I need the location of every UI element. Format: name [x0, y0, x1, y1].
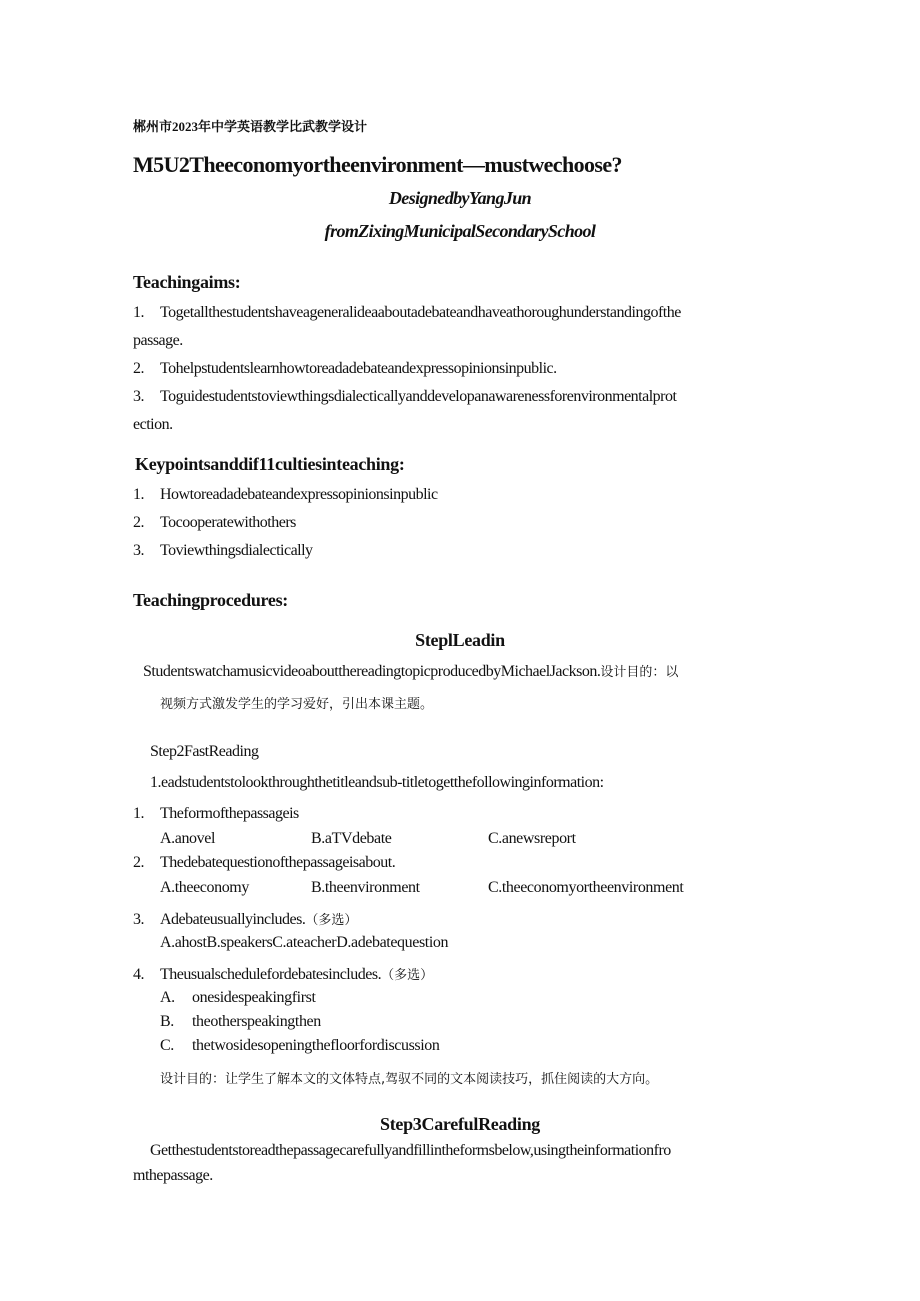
aim-text: Togetallthestudentshaveageneralideaaboutadebateandhaveathoroughunderstandingofthe [160, 304, 681, 321]
key-point-text: Tocooperatewithothers [160, 514, 296, 531]
q2-option-c: C.theeconomyortheenvironment [488, 879, 684, 896]
teaching-aims-heading: Teachingaims: [133, 272, 241, 292]
multiple-choice-tag: （多选） [381, 968, 434, 983]
q2-option-a: A.theeconomy [160, 879, 249, 896]
teaching-procedures-heading: Teachingprocedures: [133, 590, 288, 610]
key-point-text: Toviewthingsdialectically [160, 542, 313, 559]
aim-number: 3. [133, 388, 144, 405]
school-line: fromZixingMunicipalSecondarySchool [324, 221, 596, 241]
question-text: Theformofthepassageis [160, 805, 299, 822]
aim-number: 2. [133, 360, 144, 377]
multiple-choice-tag: （多选） [305, 913, 358, 928]
step3-title: Step3CarefulReading [380, 1114, 540, 1134]
document-header: 郴州市2023年中学英语教学比武教学设计 [133, 119, 368, 134]
question-4 [133, 964, 433, 984]
key-point-number: 2. [133, 514, 144, 531]
q1-option-b: B.aTVdebate [311, 830, 392, 847]
option-label: A. [160, 989, 175, 1006]
key-point-text: Howtoreadadebateandexpressopinionsinpublic [160, 486, 438, 503]
question-number: 1. [133, 805, 144, 822]
key-point-item [133, 486, 438, 504]
q1-option-c: C.anewsreport [488, 830, 576, 847]
question-number: 2. [133, 854, 144, 871]
option-text: onesidespeakingfirst [192, 989, 316, 1006]
key-point-number: 1. [133, 486, 144, 503]
key-point-item [133, 514, 296, 532]
aim-item-1-continued: passage. [133, 332, 183, 349]
step2-title: Step2FastReading [150, 743, 259, 760]
question-3 [133, 909, 357, 929]
aim-item-3-continued: ection. [133, 416, 173, 433]
key-point-number: 3. [133, 542, 144, 559]
question-text: Adebateusuallyincludes. [160, 911, 306, 928]
question-number: 4. [133, 966, 144, 983]
step1-purpose-label: 设计目的：以 [600, 665, 679, 680]
q4-option-a [160, 989, 316, 1007]
question-number: 3. [133, 911, 144, 928]
option-text: theotherspeakingthen [192, 1013, 321, 1030]
aim-text: Toguidestudentstoviewthingsdialecticallyanddevelopanawarenessforenvironmentalprot [160, 388, 677, 405]
option-text: thetwosidesopeningthefloorfordiscussion [192, 1037, 440, 1054]
step1-text [143, 661, 678, 681]
q4-option-c [160, 1037, 439, 1055]
lesson-title: M5U2Theeconomyortheenvironment—mustwechoose? [133, 152, 622, 177]
step1-purpose-text: 视频方式激发学生的学习爱好，引出本课主题。 [160, 697, 434, 712]
aim-item-1 [133, 304, 681, 322]
q3-options: A.ahostB.speakersC.ateacherD.adebatequestion [160, 934, 449, 951]
aim-text: Tohelpstudentslearnhowtoreadadebateandexpressopinionsinpublic. [160, 360, 557, 377]
key-points-heading: Keypointsanddif11cultiesinteaching: [135, 454, 405, 474]
question-2 [133, 854, 395, 872]
question-text: Theusualschedulefordebatesincludes. [160, 966, 382, 983]
step2-design-purpose: 设计目的：让学生了解本文的文体特点,驾驭不同的文本阅读技巧，抓住阅读的大方向。 [160, 1072, 659, 1087]
step1-text-en: StudentswatchamusicvideoaboutthereadingtopicproducedbyMichaelJackson. [143, 663, 601, 680]
aim-number: 1. [133, 304, 144, 321]
step1-title: SteplLeadin [415, 630, 505, 650]
question-1 [133, 805, 299, 823]
q4-option-b [160, 1013, 321, 1031]
key-point-item [133, 542, 313, 560]
step3-text-continued: mthepassage. [133, 1167, 213, 1184]
step2-intro: 1.eadstudentstolookthroughthetitleandsub-titletogetthefollowinginformation: [150, 774, 604, 791]
option-label: C. [160, 1037, 174, 1054]
step3-text: Getthestudentstoreadthepassagecarefullyandfillintheformsbelow,usingtheinformationfro [150, 1142, 671, 1159]
aim-item-2 [133, 360, 557, 378]
q2-option-b: B.theenvironment [311, 879, 420, 896]
option-label: B. [160, 1013, 174, 1030]
aim-item-3 [133, 388, 676, 406]
q1-option-a: A.anovel [160, 830, 216, 847]
question-text: Thedebatequestionofthepassageisabout. [160, 854, 396, 871]
designer-line: DesignedbyYangJun [388, 188, 532, 208]
